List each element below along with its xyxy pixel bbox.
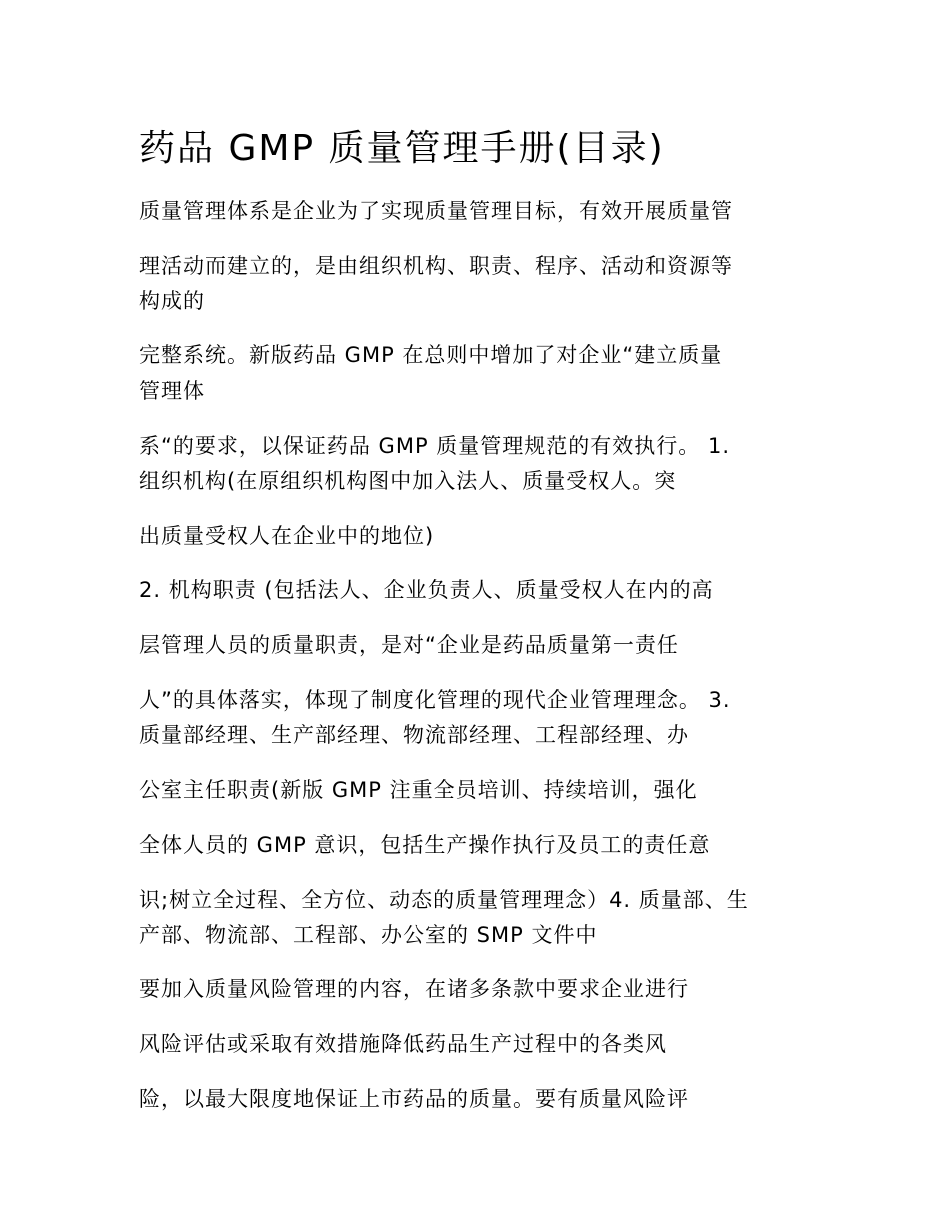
body-line: 人”的具体落实，体现了制度化管理的现代企业管理理念。 3. <box>139 688 731 712</box>
body-line: 要加入质量风险管理的内容，在诸多条款中要求企业进行 <box>139 977 689 1001</box>
body-line: 产部、物流部、工程部、办公室的 SMP 文件中 <box>139 923 598 947</box>
body-line: 构成的 <box>139 289 205 313</box>
body-line: 公室主任职责(新版 GMP 注重全员培训、持续培训，强化 <box>139 778 698 802</box>
document-title: 药品 GMP 质量管理手册(目录) <box>139 128 665 169</box>
body-line: 2. 机构职责 (包括法人、企业负责人、质量受权人在内的高 <box>139 578 714 602</box>
body-line: 风险评估或采取有效措施降低药品生产过程中的各类风 <box>139 1032 667 1056</box>
body-line: 层管理人员的质量职责，是对“企业是药品质量第一责任 <box>139 633 679 657</box>
body-line: 识;树立全过程、全方位、动态的质量管理理念）4. 质量部、生 <box>139 888 749 912</box>
body-line: 质量管理体系是企业为了实现质量管理目标，有效开展质量管 <box>139 199 733 223</box>
body-line: 完整系统。新版药品 GMP 在总则中增加了对企业“建立质量 <box>139 343 723 367</box>
body-line: 全体人员的 GMP 意识，包括生产操作执行及员工的责任意 <box>139 833 711 857</box>
body-line: 质量部经理、生产部经理、物流部经理、工程部经理、办 <box>139 723 689 747</box>
body-line: 险，以最大限度地保证上市药品的质量。要有质量风险评 <box>139 1087 689 1111</box>
body-line: 系“的要求，以保证药品 GMP 质量管理规范的有效执行。 1. <box>139 434 730 458</box>
body-line: 理活动而建立的，是由组织机构、职责、程序、活动和资源等 <box>139 254 733 278</box>
body-line: 组织机构(在原组织机构图中加入法人、质量受权人。突 <box>139 469 677 493</box>
body-line: 管理体 <box>139 379 205 403</box>
body-line: 出质量受权人在企业中的地位) <box>139 524 435 548</box>
